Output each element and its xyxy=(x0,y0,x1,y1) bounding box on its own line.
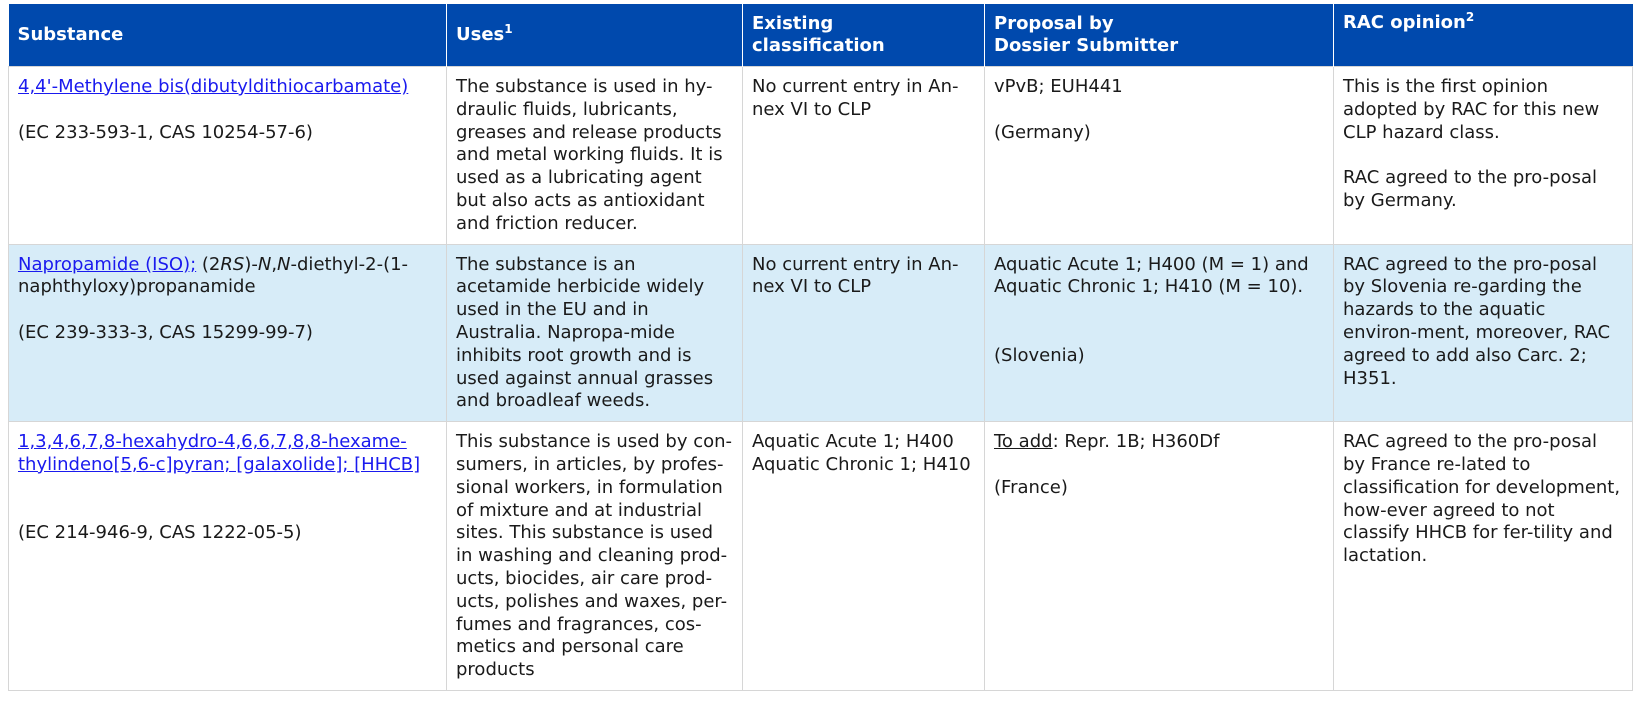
table-row xyxy=(9,244,1633,422)
header-uses xyxy=(447,4,743,67)
header-proposal-line1: Proposal by xyxy=(994,13,1114,34)
rac-paragraph-1: This is the first opinion adopted by RAC for this new CLP hazard class. xyxy=(1343,76,1600,143)
cell-rac-opinion xyxy=(1334,67,1633,245)
substance-link[interactable]: Napropamide (ISO); xyxy=(18,253,197,275)
cell-substance xyxy=(9,244,447,422)
cell-rac-opinion xyxy=(1334,244,1633,422)
footnote-ref-1: 1 xyxy=(504,22,513,36)
proposal-prefix: To add xyxy=(994,431,1053,453)
cell-proposal xyxy=(985,422,1334,691)
substance-name-italic: N xyxy=(257,253,272,275)
cell-uses xyxy=(447,244,743,422)
cell-substance xyxy=(9,67,447,245)
header-existing-line1: Existing xyxy=(752,13,834,34)
cell-existing xyxy=(743,422,985,691)
rac-paragraph-2: RAC agreed to the pro-posal by Germany. xyxy=(1343,167,1597,211)
cell-existing xyxy=(743,67,985,245)
substance-ids: (EC 233-593-1, CAS 10254-57-6) xyxy=(18,121,313,143)
header-proposal xyxy=(985,4,1334,67)
header-rac-opinion xyxy=(1334,4,1633,67)
substance-name-part: )- xyxy=(244,253,258,275)
substance-link[interactable]: 1,3,4,6,7,8-hexahydro-4,6,6,7,8,8-hexame-thylindeno[5,6-c]pyran; [galaxolide]; [HHCB] xyxy=(18,431,421,475)
substance-name-part: -diethyl-2-(1-naphthyloxy)propanamide xyxy=(18,253,409,298)
footnote-ref-2: 2 xyxy=(1465,10,1475,24)
uses-text: The substance is used in hy-draulic fluids, lubricants, greases and release products and metal working fluids. It is used as a lubricating agent but also acts as antioxidant and friction reducer. xyxy=(456,76,723,234)
header-rac-label: RAC opinion xyxy=(1343,12,1466,33)
header-proposal-line2: Dossier Submitter xyxy=(994,35,1179,56)
cell-rac-opinion xyxy=(1334,422,1633,691)
substance-link[interactable]: 4,4'-Methylene bis(dibutyldithiocarbamate) xyxy=(18,76,409,97)
cell-uses xyxy=(447,67,743,245)
proposal-country: (France) xyxy=(994,476,1068,498)
existing-text: No current entry in An-nex VI to CLP xyxy=(752,76,959,120)
substance-ids: (EC 214-946-9, CAS 1222-05-5) xyxy=(18,522,302,544)
substance-ids: (EC 239-333-3, CAS 15299-99-7) xyxy=(18,321,313,343)
existing-line-1: Aquatic Acute 1; H400 xyxy=(752,431,954,453)
uses-text: The substance is an acetamide herbicide widely used in the EU and in Australia. Napropa-mide inhibits root growth and is used against annual grasses and broadleaf weeds. xyxy=(456,253,714,412)
proposal-text: vPvB; EUH441 xyxy=(994,76,1123,97)
header-substance-label: Substance xyxy=(17,24,124,45)
uses-text: This substance is used by con-sumers, in articles, by profes-sional workers, in formulation of mixture and at industrial sites. This substance is used in washing and cleaning prod-ucts, biocides, air care prod-ucts, polishes and waxes, per-fumes and fragrances, cos-metics and personal care products xyxy=(456,431,733,681)
header-row xyxy=(9,4,1633,67)
header-uses-label: Uses xyxy=(456,24,505,45)
substance-name-italic: RS xyxy=(220,253,245,275)
cell-existing xyxy=(743,244,985,422)
header-substance xyxy=(9,4,447,67)
header-existing-line2: classification xyxy=(752,35,885,56)
proposal-text: : Repr. 1B; H360Df xyxy=(1052,431,1220,453)
cell-proposal xyxy=(985,244,1334,422)
existing-text: No current entry in An-nex VI to CLP xyxy=(752,253,959,298)
existing-line-2: Aquatic Chronic 1; H410 xyxy=(752,453,971,475)
cell-uses xyxy=(447,422,743,691)
table-row xyxy=(9,67,1633,245)
cell-proposal xyxy=(985,67,1334,245)
proposal-country: (Slovenia) xyxy=(994,344,1085,366)
proposal-text: Aquatic Acute 1; H400 (M = 1) and Aquatic Chronic 1; H410 (M = 10). xyxy=(994,253,1309,298)
header-existing-classification xyxy=(743,4,985,67)
cell-substance xyxy=(9,422,447,691)
classification-table xyxy=(8,4,1633,691)
substance-name-part: (2 xyxy=(196,253,221,275)
table-row xyxy=(9,422,1633,691)
rac-text: RAC agreed to the pro-posal by France re-lated to classification for development, how-ever agreed to not classify HHCB for fer-tility and lactation. xyxy=(1343,431,1621,567)
proposal-country: (Germany) xyxy=(994,121,1091,143)
rac-text: RAC agreed to the pro-posal by Slovenia re-garding the hazards to the aquatic environ-ment, moreover, RAC agreed to add also Carc. 2; H351. xyxy=(1343,253,1611,389)
substance-name-part: , xyxy=(271,253,278,275)
substance-name-italic: N xyxy=(277,253,291,275)
